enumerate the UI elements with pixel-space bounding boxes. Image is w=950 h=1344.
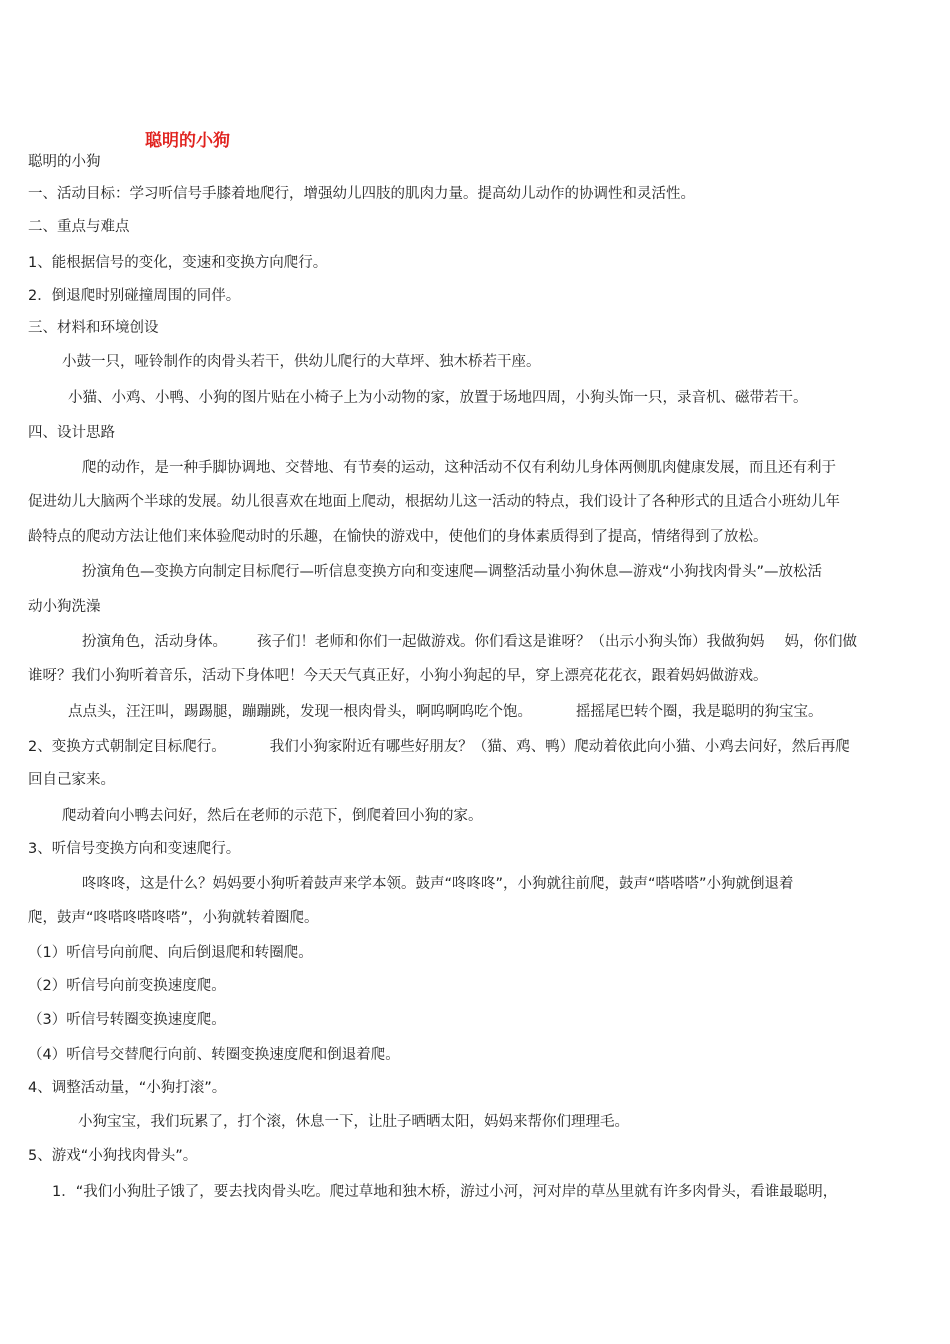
role-step-text: 孩子们！老师和你们一起做游戏。你们看这是谁呀？（出示小狗头饰）我做狗妈 — [257, 634, 765, 650]
step-5-item-1: 1．“我们小狗肚子饿了，要去找肉骨头吃。爬过草地和独木桥，游过小河，河对岸的草丛里就有许多肉骨头，看谁最聪明， — [52, 1184, 838, 1200]
key-heading: 二、重点与难点 — [28, 219, 130, 235]
design-paragraph-2-line-2: 动小狗洗澡 — [28, 599, 101, 615]
step-2-title: 2、变换方式朝制定目标爬行。 — [28, 739, 226, 755]
document-title: 聪明的小狗 — [145, 131, 230, 151]
step-4-heading: 4、调整活动量，“小狗打滚”。 — [28, 1080, 227, 1096]
step-3-paragraph-line-2: 爬，鼓声“咚嗒咚嗒咚嗒”，小狗就转着圈爬。 — [28, 910, 319, 926]
design-paragraph-1-line-1: 爬的动作，是一种手脚协调地、交替地、有节奏的运动，这种活动不仅有利幼儿身体两侧肌肉健康发展，而且还有利于 — [82, 460, 836, 476]
step-2-line-2: 回自己家来。 — [28, 772, 115, 788]
step-2-line-3: 爬动着向小鸭去问好，然后在老师的示范下，倒爬着回小狗的家。 — [62, 808, 483, 824]
design-heading: 四、设计思路 — [28, 425, 115, 441]
key-item-1: 1、能根据信号的变化，变速和变换方向爬行。 — [28, 255, 328, 271]
role-paragraph-line-2: 谁呀？我们小狗听着音乐，活动下身体吧！今天天气真正好，小狗小狗起的早，穿上漂亮花花衣，跟着妈妈做游戏。 — [28, 668, 768, 684]
step-3-item-4: （4）听信号交替爬行向前、转圈变换速度爬和倒退着爬。 — [28, 1047, 400, 1063]
subtitle: 聪明的小狗 — [28, 154, 101, 170]
design-paragraph-1-line-2: 促进幼儿大脑两个半球的发展。幼儿很喜欢在地面上爬动，根据幼儿这一活动的特点，我们设计了各种形式的且适合小班幼儿年 — [28, 494, 840, 510]
materials-paragraph-2: 小猫、小鸡、小鸭、小狗的图片贴在小椅子上为小动物的家，放置于场地四周，小狗头饰一只，录音机、磁带若干。 — [68, 390, 808, 406]
step-4-paragraph: 小狗宝宝，我们玩累了，打个滚，休息一下，让肚子晒晒太阳，妈妈来帮你们理理毛。 — [78, 1114, 629, 1130]
step-3-item-3: （3）听信号转圈变换速度爬。 — [28, 1012, 226, 1028]
rhyme-part-2: 摇摇尾巴转个圈，我是聪明的狗宝宝。 — [576, 704, 823, 720]
role-step-text-end: 妈，你们做 — [784, 634, 857, 650]
step-3-heading: 3、听信号变换方向和变速爬行。 — [28, 841, 241, 857]
design-paragraph-2-line-1: 扮演角色—变换方向制定目标爬行—听信息变换方向和变速爬—调整活动量小狗休息—游戏“小狗找肉骨头”—放松活 — [82, 564, 823, 580]
step-2-line-1 — [28, 737, 850, 757]
step-3-paragraph-line-1: 咚咚咚，这是什么？妈妈要小狗听着鼓声来学本领。鼓声“咚咚咚”，小狗就往前爬，鼓声“嗒嗒嗒”小狗就倒退着 — [82, 876, 794, 892]
role-paragraph-line-1 — [82, 632, 857, 652]
goal-heading: 一、活动目标：学习听信号手膝着地爬行，增强幼儿四肢的肌肉力量。提高幼儿动作的协调性和灵活性。 — [28, 186, 695, 202]
materials-paragraph-1: 小鼓一只，哑铃制作的肉骨头若干，供幼儿爬行的大草坪、独木桥若干座。 — [62, 354, 541, 370]
rhyme-part-1: 点点头，汪汪叫，踢踢腿，蹦蹦跳，发现一根肉骨头，啊呜啊呜吃个饱。 — [68, 704, 532, 720]
step-3-item-1: （1）听信号向前爬、向后倒退爬和转圈爬。 — [28, 945, 313, 961]
step-3-item-2: （2）听信号向前变换速度爬。 — [28, 978, 226, 994]
role-step-title: 扮演角色，活动身体。 — [82, 634, 227, 650]
step-5-heading: 5、游戏“小狗找肉骨头”。 — [28, 1148, 198, 1164]
key-item-2: 2．倒退爬时别碰撞周围的同伴。 — [28, 288, 241, 304]
step-2-text: 我们小狗家附近有哪些好朋友？（猫、鸡、鸭）爬动着依此向小猫、小鸡去问好，然后再爬 — [269, 739, 850, 755]
design-paragraph-1-line-3: 龄特点的爬动方法让他们来体验爬动时的乐趣，在愉快的游戏中，使他们的身体素质得到了提高，情绪得到了放松。 — [28, 529, 768, 545]
materials-heading: 三、材料和环境创设 — [28, 320, 159, 336]
role-paragraph-line-3 — [68, 702, 823, 722]
